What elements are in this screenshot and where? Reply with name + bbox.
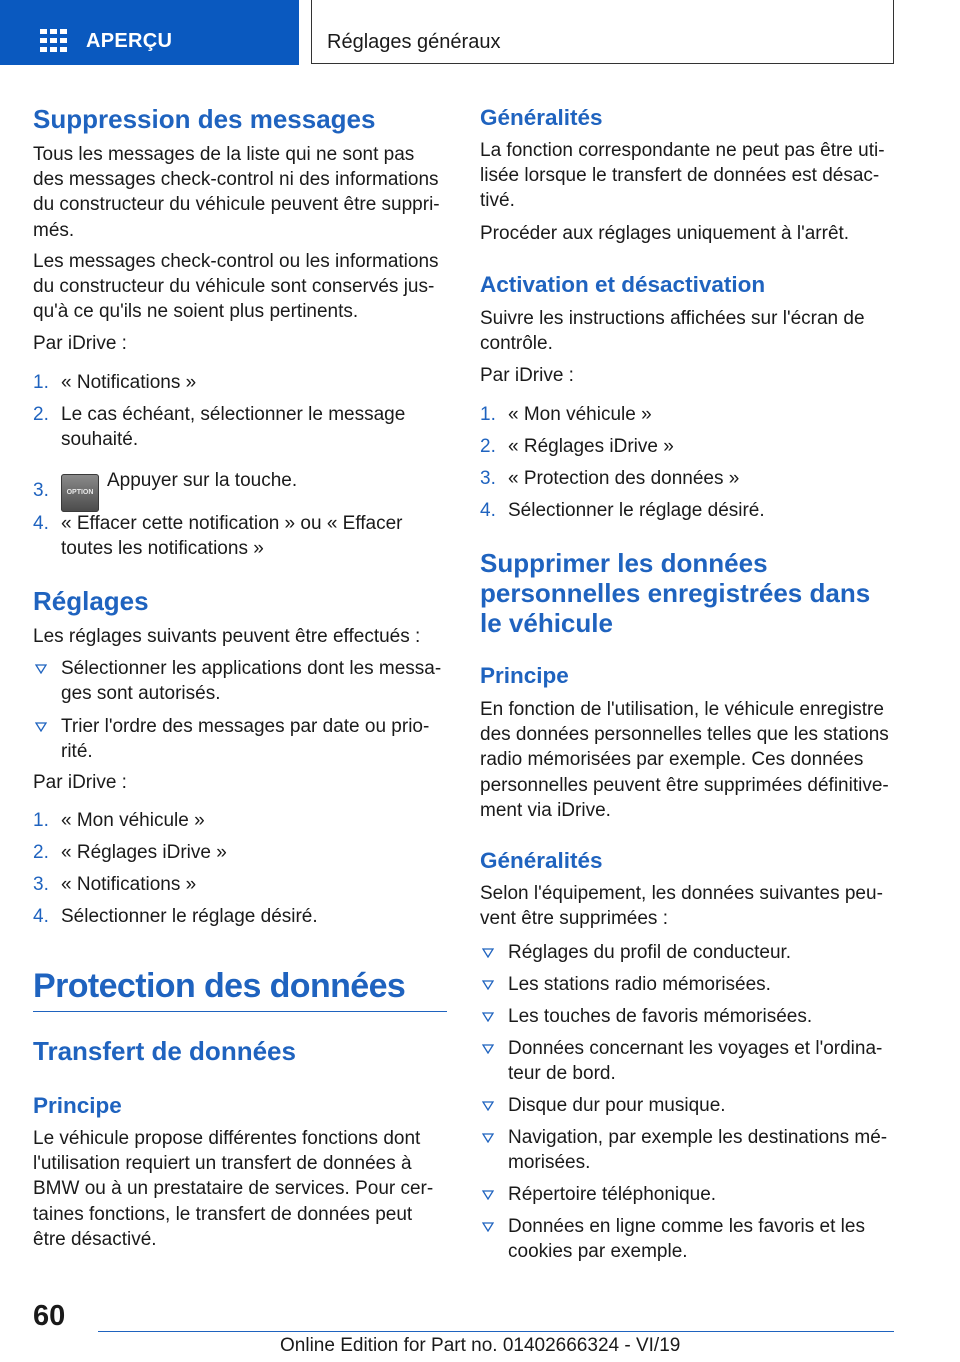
step-text: « Réglages iDrive » xyxy=(508,436,674,457)
subheading-principle: Principe xyxy=(480,663,569,688)
triangle-bullet-icon xyxy=(482,1222,494,1232)
bullet-text: Disque dur pour musique. xyxy=(508,1095,726,1116)
bullet-text: Navigation, par exemple les destinations mé-morisées. xyxy=(508,1127,888,1174)
paragraph: En fonction de l'utilisation, le véhicule enregistre des données personnelles telles que les stations radio mémorisées par exemple. Ces données personnelles peuvent être supprimées définitive-ment via iDrive. xyxy=(480,699,889,821)
triangle-bullet-icon xyxy=(482,1044,494,1054)
triangle-bullet-icon xyxy=(482,1101,494,1111)
bullet-text: Réglages du profil de conducteur. xyxy=(508,942,792,963)
chapter-rule xyxy=(33,1011,447,1012)
bullet-text: Les touches de favoris mémorisées. xyxy=(508,1006,813,1027)
bullet-text: Les stations radio mémorisées. xyxy=(508,974,771,995)
step-text: « Notifications » xyxy=(61,874,197,895)
paragraph: Selon l'équipement, les données suivantes peu-vent être supprimées : xyxy=(480,883,883,930)
heading-settings: Réglages xyxy=(33,586,149,616)
step-text: Sélectionner le réglage désiré. xyxy=(61,906,318,927)
step-number: 4. xyxy=(33,906,49,927)
step-number: 2. xyxy=(33,404,49,425)
heading-message-deletion: Suppression des messages xyxy=(33,104,376,134)
triangle-bullet-icon xyxy=(482,980,494,990)
step-text: Sélectionner le réglage désiré. xyxy=(508,500,765,521)
step-number: 3. xyxy=(480,468,496,489)
triangle-bullet-icon xyxy=(35,664,47,674)
triangle-bullet-icon xyxy=(482,1133,494,1143)
bullet-text: Sélectionner les applications dont les messa-ges sont autorisés. xyxy=(61,658,442,705)
step-number: 3. xyxy=(33,480,49,501)
bullet-text: Données en ligne comme les favoris et les cookies par exemple. xyxy=(508,1216,865,1263)
page-number: 60 xyxy=(33,1300,66,1332)
section-title: Réglages généraux xyxy=(327,31,501,53)
step-number: 1. xyxy=(480,404,496,425)
step-text-with-key xyxy=(61,462,447,512)
paragraph: Le véhicule propose différentes fonctions dont l'utilisation requiert un transfert de données à BMW ou à un prestataire de services. Pour cer-taines fonctions, le transfert de données peut être désactivé. xyxy=(33,1128,434,1250)
bullet-text: Trier l'ordre des messages par date ou prio-rité. xyxy=(61,716,430,763)
subheading-general: Généralités xyxy=(480,848,603,873)
paragraph: Procéder aux réglages uniquement à l'arrêt. xyxy=(480,223,850,244)
paragraph: Les réglages suivants peuvent être effectués : xyxy=(33,626,421,647)
bullet-text: Répertoire téléphonique. xyxy=(508,1184,717,1205)
grid-icon xyxy=(40,29,67,52)
step-text: Appuyer sur la touche. xyxy=(107,470,298,491)
step-text: « Protection des données » xyxy=(508,468,740,489)
step-text: « Mon véhicule » xyxy=(508,404,652,425)
triangle-bullet-icon xyxy=(482,948,494,958)
step-number: 4. xyxy=(480,500,496,521)
triangle-bullet-icon xyxy=(35,722,47,732)
heading-data-transfer: Transfert de données xyxy=(33,1036,296,1066)
footer-rule xyxy=(98,1331,894,1332)
step-number: 2. xyxy=(480,436,496,457)
step-text: « Réglages iDrive » xyxy=(61,842,227,863)
paragraph: Par iDrive : xyxy=(480,365,574,386)
option-key-icon: OPTION xyxy=(61,474,99,512)
step-text: « Mon véhicule » xyxy=(61,810,205,831)
step-number: 3. xyxy=(33,874,49,895)
step-number: 2. xyxy=(33,842,49,863)
step-number: 4. xyxy=(33,513,49,534)
paragraph: Les messages check-control ou les informations du constructeur du véhicule sont conservés jus-qu'à ce qu'ils ne soient plus pertinents. xyxy=(33,251,439,323)
triangle-bullet-icon xyxy=(482,1012,494,1022)
subheading-general: Généralités xyxy=(480,105,603,130)
paragraph: Par iDrive : xyxy=(33,772,127,793)
section-header xyxy=(311,0,894,64)
step-number: 1. xyxy=(33,810,49,831)
step-text: « Effacer cette notification » ou « Effacer toutes les notifications » xyxy=(61,513,403,560)
overview-tab[interactable] xyxy=(0,0,299,65)
triangle-bullet-icon xyxy=(482,1190,494,1200)
paragraph: La fonction correspondante ne peut pas être uti-lisée lorsque le transfert de données est désac-tivé. xyxy=(480,140,885,212)
chapter-title: Protection des données xyxy=(33,967,406,1005)
subheading-activation: Activation et désactivation xyxy=(480,272,766,297)
paragraph: Par iDrive : xyxy=(33,333,127,354)
step-number: 1. xyxy=(33,372,49,393)
paragraph: Suivre les instructions affichées sur l'écran de contrôle. xyxy=(480,308,865,355)
step-text: Le cas échéant, sélectionner le message souhaité. xyxy=(61,404,406,451)
overview-tab-label: APERÇU xyxy=(86,30,173,52)
paragraph: Tous les messages de la liste qui ne sont pas des messages check-control ni des informations du constructeur du véhicule peuvent être suppri-més. xyxy=(33,144,440,241)
subheading-principle: Principe xyxy=(33,1093,122,1118)
heading-delete-personal-data: Supprimer les données personnelles enregistrées dans le véhicule xyxy=(480,548,871,638)
bullet-text: Données concernant les voyages et l'ordina-teur de bord. xyxy=(508,1038,883,1085)
footer-edition: Online Edition for Part no. 01402666324 - VI/19 xyxy=(280,1335,681,1356)
step-text: « Notifications » xyxy=(61,372,197,393)
